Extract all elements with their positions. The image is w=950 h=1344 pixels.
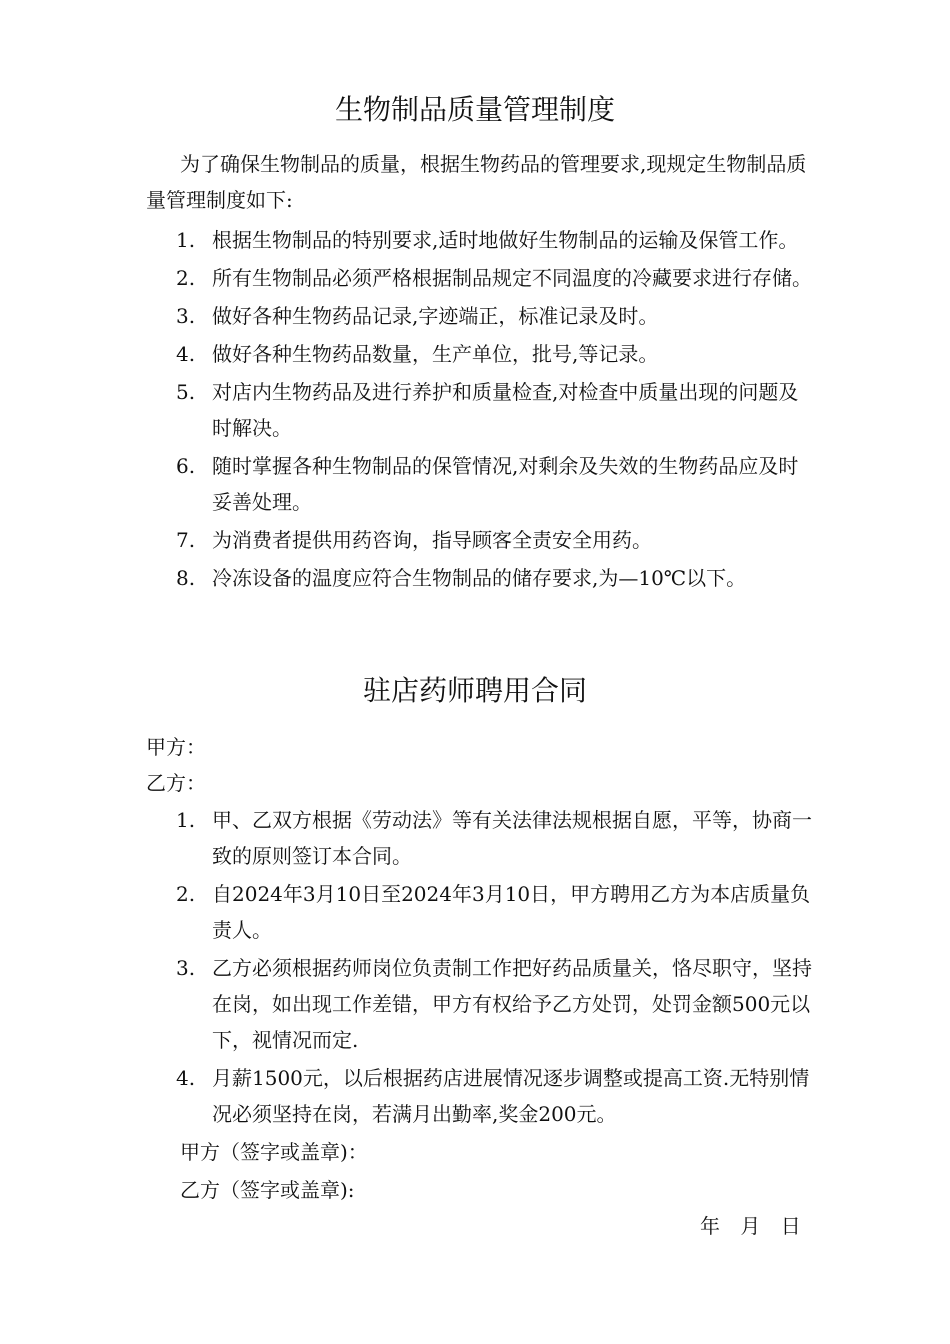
list-item: 4. 做好各种生物药品数量，生产单位，批号,等记录。 xyxy=(176,342,659,366)
list-item: 1. 甲、乙双方根据《劳动法》等有关法律法规根据自愿，平等，协商一致的原则签订本合同。 xyxy=(176,808,812,868)
list-item: 4. 月薪1500元，以后根据药店进展情况逐步调整或提高工资.无特别情况必须坚持在岗，若满月出勤率,奖金200元。 xyxy=(176,1066,810,1126)
list-item: 6. 随时掌握各种生物制品的保管情况,对剩余及失效的生物药品应及时妥善处理。 xyxy=(176,454,799,514)
list-item: 7. 为消费者提供用药咨询，指导顾客全责安全用药。 xyxy=(176,528,652,552)
party-b-label: 乙方： xyxy=(146,771,206,795)
list-item: 2. 所有生物制品必须严格根据制品规定不同温度的冷藏要求进行存储。 xyxy=(176,266,812,290)
regulation-intro: 为了确保生物制品的质量，根据生物药品的管理要求,现规定生物制品质量管理制度如下: xyxy=(146,152,807,212)
list-item: 1. 根据生物制品的特别要求,适时地做好生物制品的运输及保管工作。 xyxy=(176,228,799,252)
list-item: 3. 乙方必须根据药师岗位负责制工作把好药品质量关，恪尽职守，坚持在岗，如出现工作差错，甲方有权给予乙方处罚，处罚金额500元以下，视情况而定. xyxy=(176,956,812,1052)
regulation-list xyxy=(176,222,816,598)
list-item: 2. 自2024年3月10日至2024年3月10日，甲方聘用乙方为本店质量负责人。 xyxy=(176,882,811,942)
regulation-title: 生物制品质量管理制度 xyxy=(334,93,615,126)
list-item: 3. 做好各种生物药品记录,字迹端正，标准记录及时。 xyxy=(176,304,659,328)
party-b-signature-label: 乙方（签字或盖章): xyxy=(180,1178,355,1202)
party-a-signature-label: 甲方（签字或盖章)： xyxy=(180,1140,368,1164)
party-a-label: 甲方： xyxy=(146,735,206,759)
list-item: 5. 对店内生物药品及进行养护和质量检查,对检查中质量出现的问题及时解决。 xyxy=(176,380,799,440)
contract-list xyxy=(176,802,816,1134)
date-line: 年 月 日 xyxy=(700,1214,801,1238)
contract-title: 驻店药师聘用合同 xyxy=(362,674,587,707)
list-item: 8. 冷冻设备的温度应符合生物制品的储存要求,为—10℃以下。 xyxy=(176,566,747,590)
